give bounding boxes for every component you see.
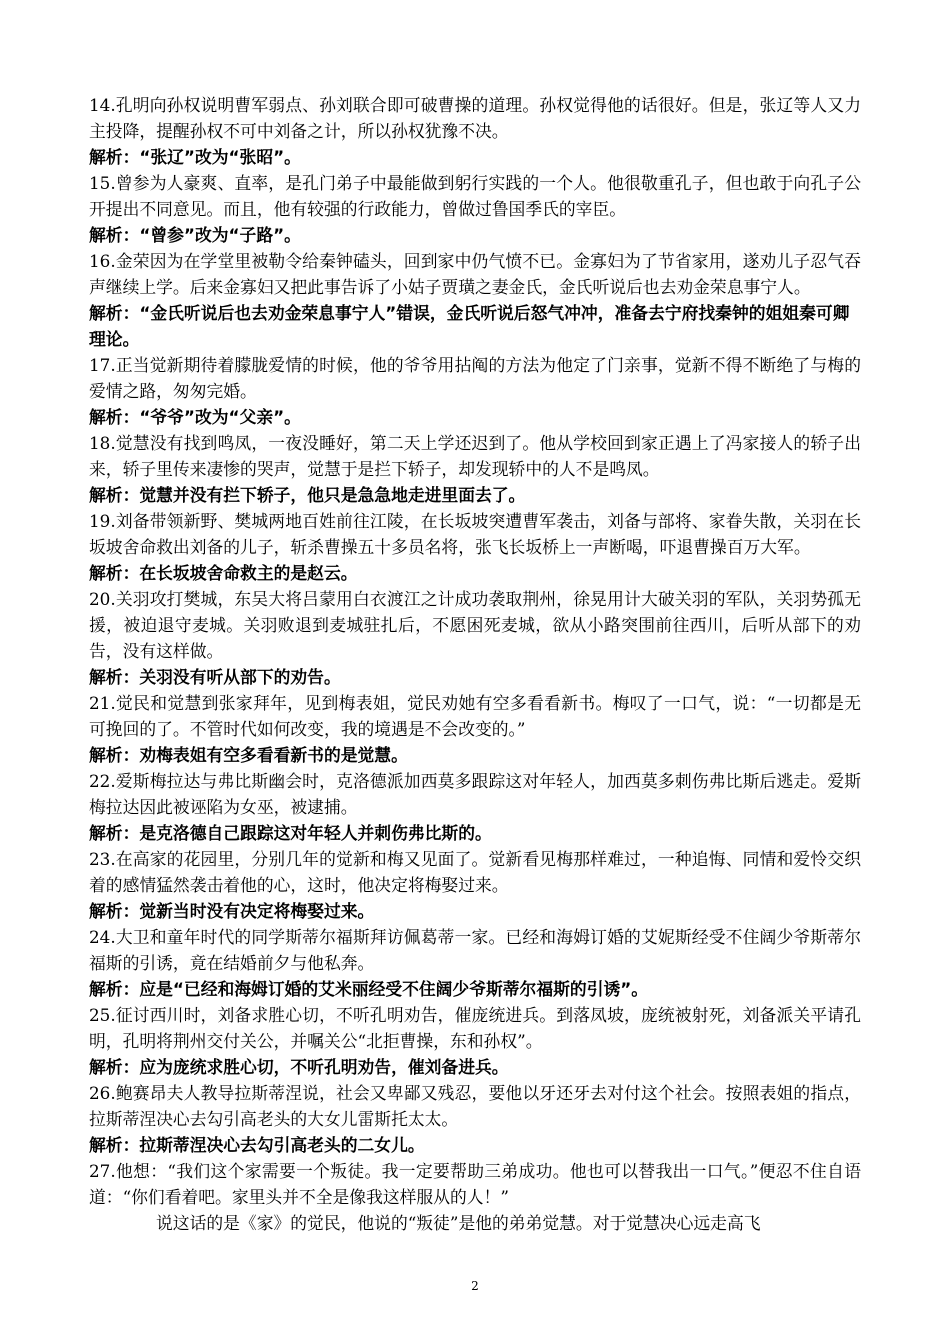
question-27: 27.他想：“我们这个家需要一个叛徒。我一定要帮助三弟成功。他也可以替我出一口气。”便忍不住自语道：“你们看着吧。家里头并不全是像我这样服从的人！” <box>89 1161 861 1207</box>
answer-23: 解析：觉新当时没有决定将梅娶过来。 <box>89 901 375 921</box>
trailing-paragraph: 说这话的是《家》的觉民，他说的“叛徒”是他的弟弟觉慧。对于觉慧决心远走高飞 <box>156 1213 761 1233</box>
answer-15: 解析：“曾参”改为“子路”。 <box>89 225 301 245</box>
question-24: 24.大卫和童年时代的同学斯蒂尔福斯拜访佩葛蒂一家。已经和海姆订婚的艾妮斯经受不住阔少爷斯蒂尔福斯的引诱，竟在结婚前夕与他私奔。 <box>89 927 861 973</box>
question-17: 17.正当觉新期待着朦胧爱情的时候，他的爷爷用拈阄的方法为他定了门亲事，觉新不得不断绝了与梅的爱情之路，匆匆完婚。 <box>89 355 861 401</box>
answer-26: 解析：拉斯蒂涅决心去勾引高老头的二女儿。 <box>89 1135 425 1155</box>
answer-20: 解析：关羽没有听从部下的劝告。 <box>89 667 341 687</box>
answer-24: 解析：应是“已经和海姆订婚的艾米丽经受不住阔少爷斯蒂尔福斯的引诱”。 <box>89 979 649 999</box>
question-25: 25.征讨西川时，刘备求胜心切，不听孔明劝告，催庞统进兵。到落凤坡，庞统被射死，刘备派关平请孔明，孔明将荆州交付关公，并嘱关公“北拒曹操，东和孙权”。 <box>89 1005 861 1051</box>
question-22: 22.爱斯梅拉达与弗比斯幽会时，克洛德派加西莫多跟踪这对年轻人，加西莫多刺伤弗比斯后逃走。爱斯梅拉达因此被诬陷为女巫，被逮捕。 <box>89 771 861 817</box>
question-18: 18.觉慧没有找到鸣凤，一夜没睡好，第二天上学还迟到了。他从学校回到家正遇上了冯家接人的轿子出来，轿子里传来凄惨的哭声，觉慧于是拦下轿子，却发现轿中的人不是鸣凤。 <box>89 433 861 479</box>
question-23: 23.在高家的花园里，分别几年的觉新和梅又见面了。觉新看见梅那样难过，一种追悔、同情和爱怜交织着的感情猛然袭击着他的心，这时，他决定将梅娶过来。 <box>89 849 861 895</box>
question-26: 26.鲍赛昂夫人教导拉斯蒂涅说，社会又卑鄙又残忍，要他以牙还牙去对付这个社会。按照表姐的指点，拉斯蒂涅决心去勾引高老头的大女儿雷斯托太太。 <box>89 1083 861 1129</box>
question-21: 21.觉民和觉慧到张家拜年，见到梅表姐，觉民劝她有空多看看新书。梅叹了一口气，说：“一切都是无可挽回的了。不管时代如何改变，我的境遇是不会改变的。” <box>89 693 861 739</box>
answer-16: 解析：“金氏听说后也去劝金荣息事宁人”错误，金氏听说后怒气冲冲，准备去宁府找秦钟的姐姐秦可卿理论。 <box>89 303 850 349</box>
answer-17: 解析：“爷爷”改为“父亲”。 <box>89 407 301 427</box>
answer-21: 解析：劝梅表姐有空多看看新书的是觉慧。 <box>89 745 408 765</box>
answer-22: 解析：是克洛德自己跟踪这对年轻人并刺伤弗比斯的。 <box>89 823 492 843</box>
answer-18: 解析：觉慧并没有拦下轿子，他只是急急地走进里面去了。 <box>89 485 526 505</box>
page-number: 2 <box>471 1279 479 1293</box>
question-19: 19.刘备带领新野、樊城两地百姓前往江陵，在长坂坡突遭曹军袭击，刘备与部将、家眷失散，关羽在长坂坡舍命救出刘备的儿子，斩杀曹操五十多员名将，张飞长坂桥上一声断喝，吓退曹操百万大军。 <box>89 511 861 557</box>
question-16: 16.金荣因为在学堂里被勒令给秦钟磕头，回到家中仍气愤不已。金寡妇为了节省家用，遂劝儿子忍气吞声继续上学。后来金寡妇又把此事告诉了小姑子贾璜之妻金氏，金氏听说后也去劝金荣息事宁人。 <box>89 251 861 297</box>
answer-14: 解析：“张辽”改为“张昭”。 <box>89 147 301 167</box>
question-14: 14.孔明向孙权说明曹军弱点、孙刘联合即可破曹操的道理。孙权觉得他的话很好。但是，张辽等人又力主投降，提醒孙权不可中刘备之计，所以孙权犹豫不决。 <box>89 95 861 141</box>
document-body <box>89 92 861 1236</box>
answer-25: 解析：应为庞统求胜心切，不听孔明劝告，催刘备进兵。 <box>89 1057 509 1077</box>
question-20: 20.关羽攻打樊城，东吴大将吕蒙用白衣渡江之计成功袭取荆州，徐晃用计大破关羽的军队，关羽势孤无援，被迫退守麦城。关羽败退到麦城驻扎后，不愿困死麦城，欲从小路突围前往西川，后听从部下的劝告，没有这样做。 <box>89 589 861 661</box>
answer-19: 解析：在长坂坡舍命救主的是赵云。 <box>89 563 358 583</box>
question-15: 15.曾参为人豪爽、直率，是孔门弟子中最能做到躬行实践的一个人。他很敬重孔子，但也敢于向孔子公开提出不同意见。而且，他有较强的行政能力，曾做过鲁国季氏的宰臣。 <box>89 173 861 219</box>
